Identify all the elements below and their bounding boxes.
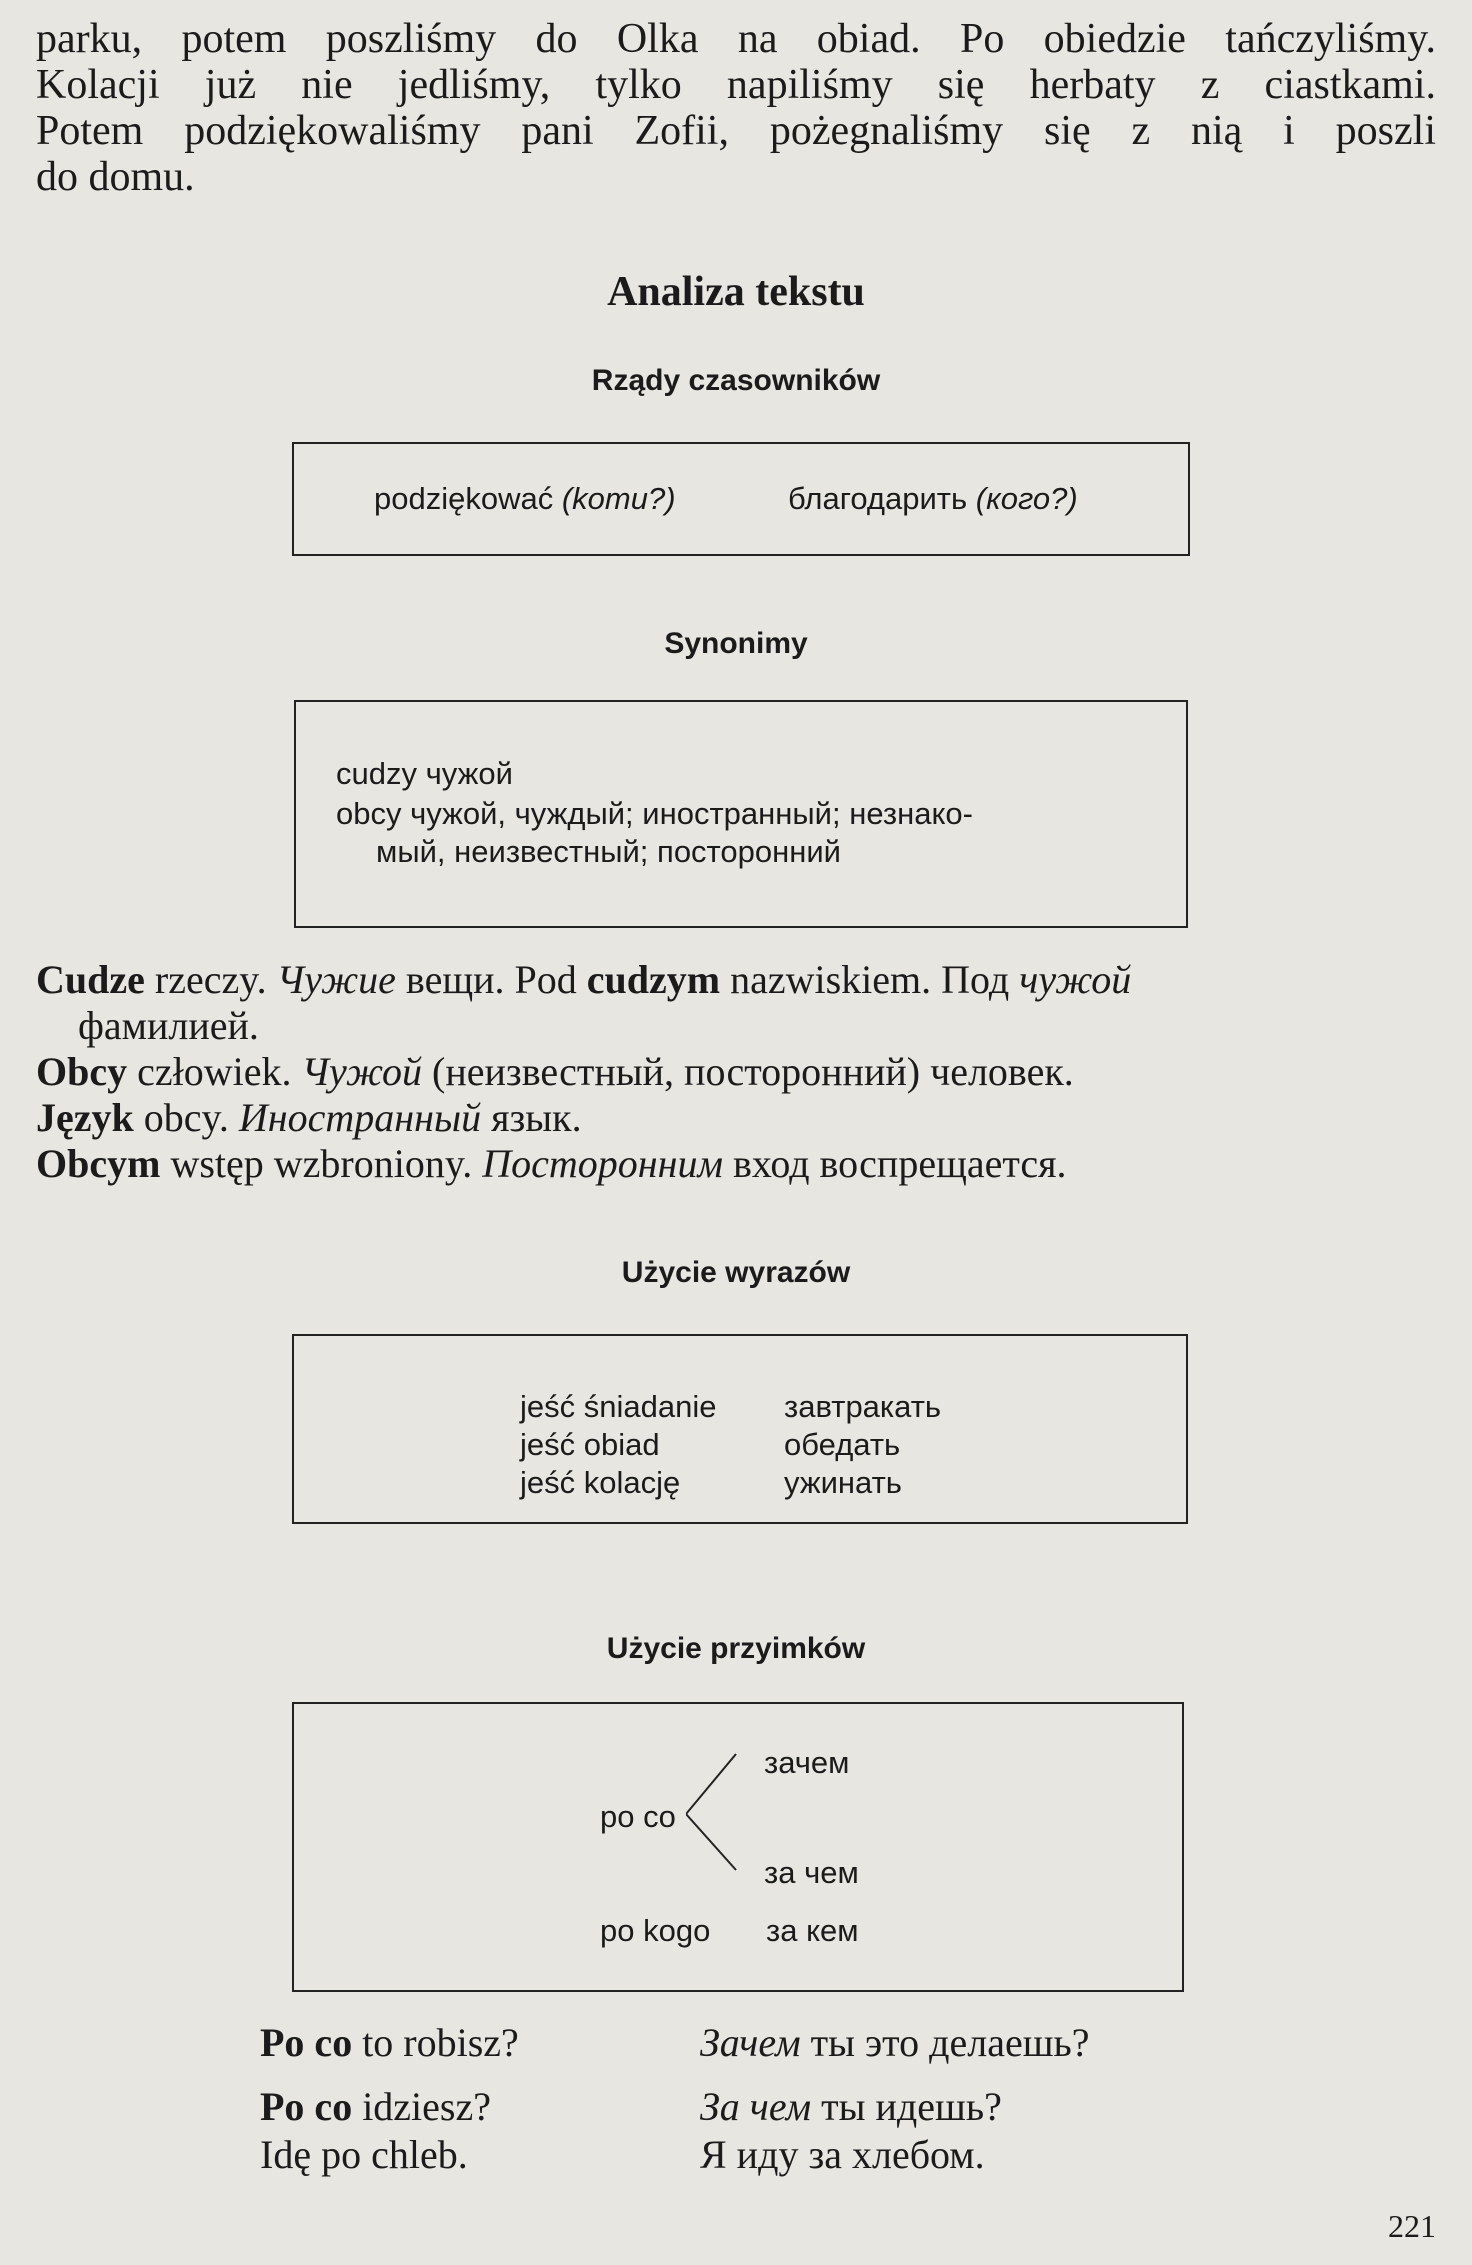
- example-italic: Посторонним: [482, 1141, 723, 1186]
- intro-line: parku, potem poszliśmy do Olka na obiad. Po obiedzie tańczyliśmy.: [36, 16, 1436, 62]
- synonyms-box: [294, 700, 1188, 928]
- usage-title: Użycie wyrazów: [621, 1256, 851, 1289]
- verb-ru: благодарить: [788, 481, 968, 516]
- prep-example-ru-2: [700, 2084, 1002, 2130]
- prep-example-text: idziesz?: [352, 2084, 491, 2129]
- verb-pl-case: (komu?): [561, 481, 676, 516]
- prep-example-bold: Po co: [260, 2020, 353, 2065]
- prep-example-pl-1: [260, 2020, 519, 2066]
- prep-example-italic: За чем: [700, 2084, 812, 2129]
- prep-example-pl-3: [260, 2132, 468, 2178]
- synonym-pl: obcy: [336, 796, 402, 831]
- verbs-ru: [788, 480, 1078, 518]
- synonym-pl: cudzy: [336, 756, 417, 791]
- branch-lines: [686, 1746, 746, 1876]
- example-text: rzeczy.: [144, 957, 277, 1002]
- synonym-line-1: [336, 755, 513, 793]
- synonyms-title: Synonimy: [664, 627, 808, 660]
- synonym-line-2: [336, 795, 973, 833]
- example-text: язык.: [481, 1095, 582, 1140]
- usage-pl-column: [520, 1388, 716, 1502]
- prep-po-co: po co: [600, 1799, 676, 1834]
- usage-ru: ужинать: [784, 1465, 902, 1500]
- example-line-1: [36, 957, 1436, 1003]
- verbs-box: [292, 442, 1190, 556]
- prep-example-text: ты это делаешь?: [800, 2020, 1090, 2065]
- intro-line: Kolacji już nie jedliśmy, tylko napiliśmy się herbaty z ciastkami.: [36, 62, 1436, 108]
- usage-box: [292, 1334, 1188, 1524]
- example-italic: Иностранный: [238, 1095, 482, 1140]
- synonym-line-3: мый, неизвестный; посторонний: [376, 834, 841, 869]
- usage-ru: завтракать: [784, 1389, 942, 1424]
- example-bold: Obcy: [36, 1049, 128, 1094]
- verb-pl: podziękować: [374, 481, 554, 516]
- prep-example-pl-2: [260, 2084, 491, 2130]
- usage-pl: jeść kolację: [520, 1465, 681, 1500]
- intro-line: do domu.: [36, 154, 195, 200]
- example-line-5: [36, 1141, 1436, 1187]
- example-italic: чужой: [1019, 957, 1132, 1002]
- usage-ru-column: [784, 1388, 941, 1502]
- example-line-2: [78, 1003, 1472, 1049]
- example-bold: Język: [36, 1095, 134, 1140]
- section-heading: Analiza tekstu: [607, 269, 865, 315]
- prepositions-title: Użycie przyimków: [606, 1632, 866, 1665]
- prep-example-bold: Po co: [260, 2084, 353, 2129]
- example-bold: Obcym: [36, 1141, 161, 1186]
- verbs-pl: [374, 480, 676, 518]
- prep-branch-top: зачем: [764, 1745, 850, 1780]
- prep-example-text: Idę po chleb.: [260, 2132, 468, 2177]
- verb-ru-case: (кого?): [975, 481, 1078, 516]
- example-italic: Чужой: [301, 1049, 423, 1094]
- prep-example-text: to robisz?: [352, 2020, 519, 2065]
- example-italic: Чужие: [276, 957, 396, 1002]
- synonym-ru: чужой, чуждый; иностранный; незнако-: [410, 796, 973, 831]
- example-text: фамилией.: [78, 1003, 259, 1048]
- verbs-title: Rządy czasowników: [591, 364, 881, 397]
- example-text: człowiek.: [127, 1049, 302, 1094]
- example-text: вещи. Pod: [395, 957, 587, 1002]
- example-line-4: [36, 1095, 1436, 1141]
- page-number: 221: [1388, 2208, 1436, 2244]
- prep-za-kem: за кем: [766, 1913, 859, 1948]
- prep-branch-bottom: за чем: [764, 1855, 859, 1890]
- example-text: obcy.: [133, 1095, 239, 1140]
- prep-example-italic: Зачем: [700, 2020, 801, 2065]
- example-bold: cudzym: [586, 957, 721, 1002]
- synonym-ru: чужой: [425, 756, 513, 791]
- intro-line: Potem podziękowaliśmy pani Zofii, pożegnaliśmy się z nią i poszli: [36, 108, 1436, 154]
- example-text: (неизвестный, посторонний) человек.: [422, 1049, 1074, 1094]
- usage-ru: обедать: [784, 1427, 901, 1462]
- usage-pl: jeść obiad: [520, 1427, 660, 1462]
- prep-example-text: Я иду за хлебом.: [700, 2132, 985, 2177]
- prep-example-ru-3: [700, 2132, 985, 2178]
- prep-example-ru-1: [700, 2020, 1090, 2066]
- example-text: nazwiskiem. Под: [720, 957, 1020, 1002]
- example-bold: Cudze: [36, 957, 145, 1002]
- prep-po-kogo: po kogo: [600, 1913, 711, 1948]
- prep-example-text: ты идешь?: [811, 2084, 1002, 2129]
- example-text: вход воспрещается.: [722, 1141, 1067, 1186]
- usage-pl: jeść śniadanie: [520, 1389, 717, 1424]
- example-line-3: [36, 1049, 1436, 1095]
- intro-paragraph: [36, 16, 1436, 200]
- prepositions-box: [292, 1702, 1184, 1992]
- example-text: wstęp wzbroniony.: [160, 1141, 483, 1186]
